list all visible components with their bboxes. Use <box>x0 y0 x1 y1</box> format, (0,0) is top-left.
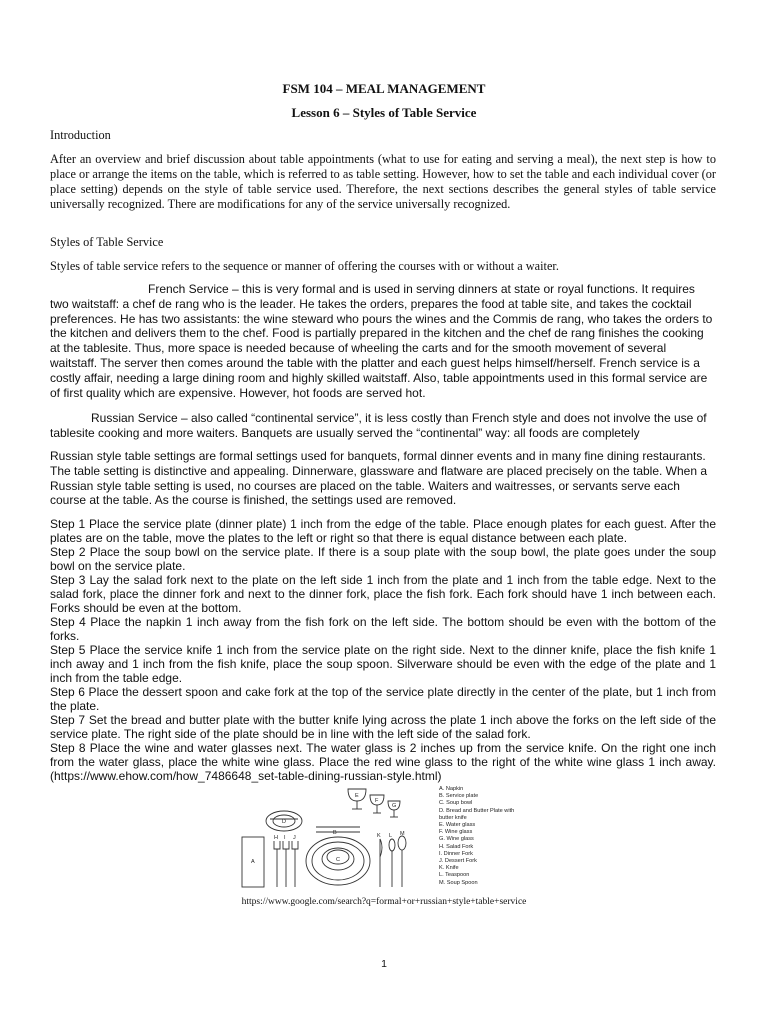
legend-item: L. Teaspoon <box>439 872 470 879</box>
label-g: G <box>392 803 397 809</box>
styles-heading: Styles of Table Service <box>50 235 164 249</box>
legend-item: K. Knife <box>439 865 459 872</box>
course-title: FSM 104 – MEAL MANAGEMENT <box>282 81 486 96</box>
styles-paragraph: Styles of table service refers to the sequence or manner of offering the courses with or without a waiter. <box>50 259 559 273</box>
legend-item: D. Bread and Butter Plate with <box>439 807 515 814</box>
label-h: H <box>274 835 278 841</box>
label-c: C <box>336 857 340 863</box>
diagram-legend <box>439 786 514 887</box>
legend-item: H. Salad Fork <box>439 843 474 850</box>
forks-group <box>274 841 298 887</box>
figure-caption: https://www.google.com/search?q=formal+or+russian+style+table+service <box>241 897 527 907</box>
label-e: E <box>355 793 359 799</box>
legend-item: A. Napkin <box>439 786 464 792</box>
russian-settings-paragraph: Russian style table settings are formal settings used for banquets, formal dinner events and in many fine dining restaurants. The table setting is distinctive and appealing. Dinnerware, glassware and flatware are placed precisely on the table. When a Russian style table setting is used, no courses are placed on the table. Waiters and waitresses, or servants serve each course at the table. As the course is finished, the settings used are removed. <box>50 449 708 508</box>
legend-item: G. Wine glass <box>439 836 474 843</box>
label-l: L <box>389 833 393 839</box>
legend-item: C. Soup bowl <box>439 800 473 807</box>
label-a: A <box>251 859 255 865</box>
legend-item: F. Wine glass <box>439 829 473 836</box>
lesson-title: Lesson 6 – Styles of Table Service <box>291 105 477 120</box>
label-m: M <box>400 831 405 837</box>
legend-item: butter knife <box>439 814 467 821</box>
label-d: D <box>282 819 286 825</box>
legend-item: E. Water glass <box>439 822 476 829</box>
russian-service-paragraph: Russian Service – also called “continental service”, it is less costly than French style and does not involve the use of tablesite cooking and more waiters. Banquets are usually served the “continental” way: all foods are completely <box>50 411 707 440</box>
right-silverware-group <box>380 836 406 887</box>
legend-item: B. Service plate <box>439 793 479 800</box>
page-number: 1 <box>381 958 387 970</box>
legend-item: J. Dessert Fork <box>439 858 477 865</box>
french-service-paragraph: French Service – this is very formal and is used in serving dinners at state or royal functions. It requires two waitstaff: a chef de rang who is the leader. He takes the orders, prepares the food at table site, and takes the cocktail preferences. He has two assistants: the wine steward who pours the wines and the Commis de rang, who takes the orders to the kitchen and delivers them to the chef. Food is partially prepared in the kitchen and the chef de rang finishes the cooking at the tablesite. Thus, more space is needed because of wheeling the carts and for the smooth movement of several waitstaff. The server then comes around the table with the platter and each guest helps himself/herself. French service is a costly affair, needing a large dining room and highly skilled waitstaff. Also, table appointments used in this formal service are of first quality which are expensive. However, hot foods are served hot. <box>50 282 713 400</box>
label-j: J <box>293 835 296 841</box>
intro-paragraph: After an overview and brief discussion about table appointments (what to use for eating and serving a meal), the next step is how to place or arrange the items on the table, which is referred to as table setting. However, how to set the table and each individual cover (or place setting) depends on the style of table service used. Therefore, the next sections describes the general styles of table service universally recognized. There are modifications for any of the service universally recognized. <box>50 152 716 211</box>
intro-heading: Introduction <box>50 128 111 142</box>
legend-item: I. Dinner Fork <box>439 850 473 857</box>
label-i: I <box>284 835 286 841</box>
label-k: K <box>377 833 381 839</box>
steps-list: Step 1 Place the service plate (dinner plate) 1 inch from the edge of the table. Place enough plates for each guest. After the plates are on the table, move the plates to the left or right so that there is equal distance between each plate. Step 2 Place the soup bowl on the service plate. If there is a soup plate with the soup bowl, the plate goes under the soup bowl on the service plate. Step 3 Lay the salad fork next to the plate on the left side 1 inch from the plate and 1 inch from the table edge. Next to the salad fork, place the dinner fork and next to the dinner fork, place the fish fork. Each fork should have 1 inch between each. Forks should be even at the bottom. Step 4 Place the napkin 1 inch away from the fish fork on the left side. The bottom should be even with the bottom of the forks. Step 5 Place the service knife 1 inch from the service plate on the right side. Next to the dinner knife, place the fish knife 1 inch away and 1 inch from the fish knife, place the soup spoon. Silverware should be even with the edge of the plate and 1 inch from the table edge. Step 6 Place the dessert spoon and cake fork at the top of the service plate directly in the center of the plate, but 1 inch from the plate. Step 7 Set the bread and butter plate with the butter knife lying across the plate 1 inch above the forks on the left side of the service plate. The right side of the plate should be in line with the left side of the salad fork. Step 8 Place the wine and water glasses next. The water glass is 2 inches up from the service knife. On the right one inch from the water glass, place the white wine glass. Place the red wine glass to the right of the white wine glass 1 inch away. (https://www.ehow.com/how_7486648_set-table-dining-russian-style.html) <box>50 517 716 783</box>
label-b: B <box>333 830 337 836</box>
label-f: F <box>375 798 379 804</box>
legend-item: M. Soup Spoon <box>439 879 478 886</box>
